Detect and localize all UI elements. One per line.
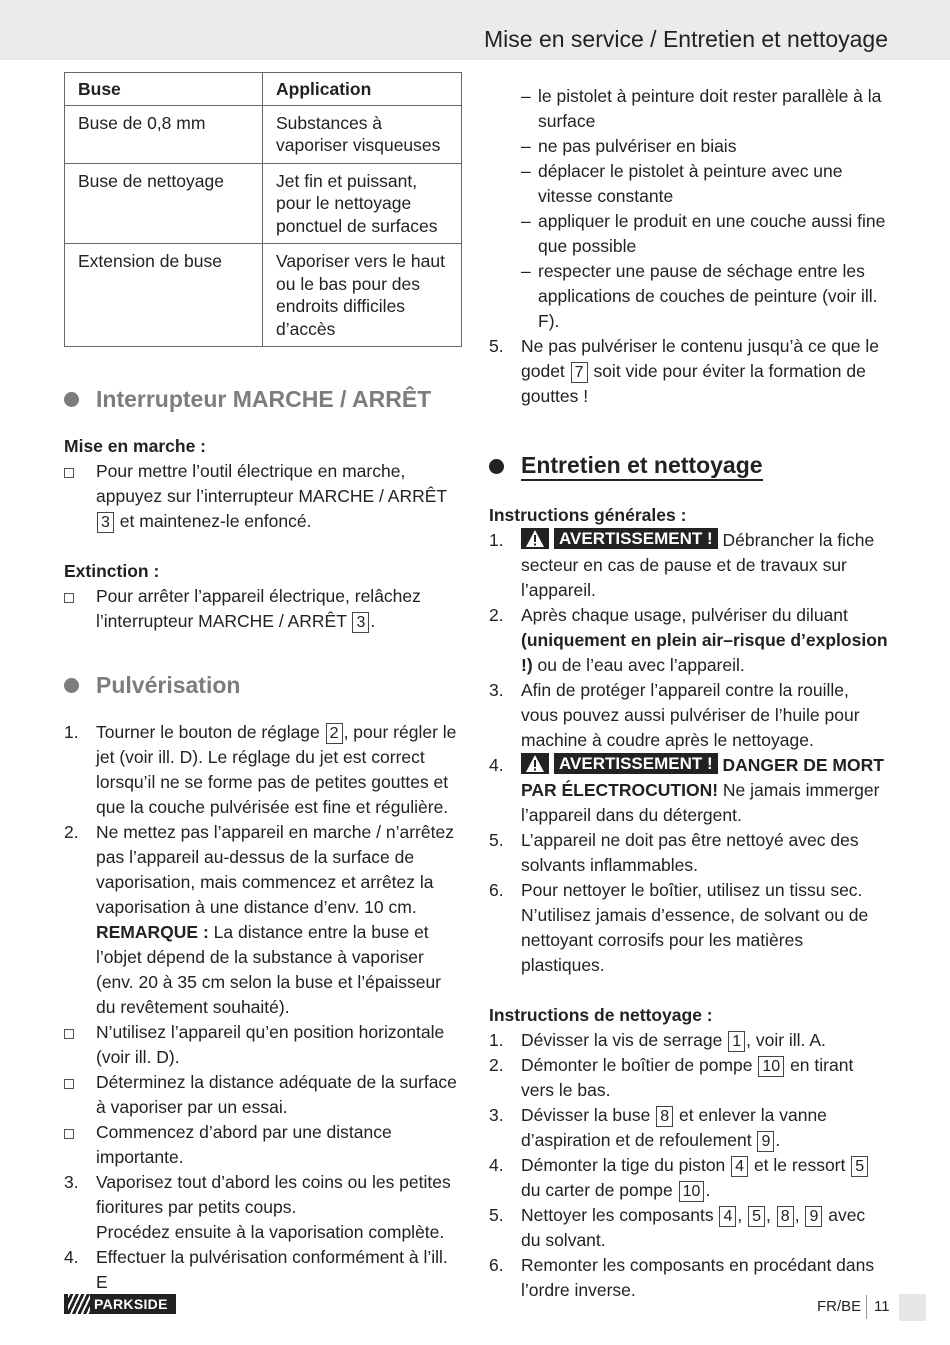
- list-item: 5. Ne pas pulvériser le contenu jusqu’à ce que le godet 7 soit vide pour éviter la formation de gouttes !: [489, 336, 879, 406]
- warning-triangle-icon: [521, 753, 549, 774]
- reference-number: 5: [851, 1156, 868, 1177]
- table-header-row: [65, 73, 462, 106]
- list-item: 3. Afin de protéger l’appareil contre la rouille, vous pouvez aussi pulvériser de l’huile pour machine à coudre après le nettoyage.: [489, 680, 860, 750]
- table-row: [65, 244, 462, 347]
- left-column: [64, 72, 462, 1295]
- square-bullet-icon: [64, 593, 74, 603]
- bullet-dot-icon: [489, 459, 504, 474]
- table-row: [65, 163, 462, 244]
- square-bullet-icon: [64, 1129, 74, 1139]
- warning-badge: AVERTISSEMENT !: [521, 753, 718, 774]
- list-item: 4. Démonter la tige du piston 4 et le ressort 5 du carter de pompe 10 .: [489, 1153, 889, 1203]
- table-cell: Vaporiser vers le haut ou le bas pour des endroits difficiles d’accès: [263, 244, 462, 347]
- list-item: Déterminez la distance adéquate de la surface à vaporiser par un essai.: [64, 1070, 462, 1120]
- table-cell: Substances à vaporiser visqueuses: [263, 105, 462, 163]
- square-bullet-icon: [64, 468, 74, 478]
- list-item: 2. Démonter le boîtier de pompe 10 en tirant vers le bas.: [489, 1055, 854, 1100]
- reference-number: 4: [731, 1156, 748, 1177]
- section-title-text: Entretien et nettoyage: [521, 452, 763, 481]
- table-cell: Extension de buse: [65, 244, 263, 347]
- list-item: 3. Dévisser la buse 8 et enlever la vanne d’aspiration et de refoulement 9 .: [489, 1105, 827, 1150]
- table-cell: Buse de nettoyage: [65, 163, 263, 244]
- subheading-general: Instructions générales :: [489, 505, 687, 525]
- list-item: 1. Tourner le bouton de réglage 2 , pour régler le jet (voir ill. D). Le réglage du jet est correct lorsqu’il ne se forme pas de petites gouttes et que la couche pulvérisée est fine et régulière.: [64, 722, 457, 817]
- list-item: 3. Vaporisez tout d’abord les coins ou les petites fioritures par petits coups. Procédez ensuite à la vaporisation complète.: [64, 1172, 451, 1242]
- section-title-text: Interrupteur MARCHE / ARRÊT: [96, 386, 432, 412]
- list-item: 1. Dévisser la vis de serrage 1 , voir ill. A.: [489, 1030, 826, 1050]
- page-title: Mise en service / Entretien et nettoyage: [484, 26, 888, 52]
- language-code: FR/BE: [817, 1298, 862, 1315]
- nozzle-table: [64, 72, 462, 347]
- list-item: 5. Nettoyer les composants 4 , 5 , 8 , 9 avec du solvant.: [489, 1205, 866, 1250]
- list-item: 2. Après chaque usage, pulvériser du diluant (uniquement en plein air–risque d’explosion !) ou de l’eau avec l’appareil.: [489, 605, 888, 675]
- brand-logo: PARKSIDE: [64, 1294, 176, 1314]
- list-item: – appliquer le produit en une couche aussi fine que possible: [521, 211, 886, 256]
- table-header-cell: Application: [263, 73, 462, 106]
- list-item: Pour arrêter l’appareil électrique, relâchez l’interrupteur MARCHE / ARRÊT 3 .: [64, 584, 462, 634]
- list-item: 5. L’appareil ne doit pas être nettoyé avec des solvants inflammables.: [489, 830, 859, 875]
- table-header-cell: Buse: [65, 73, 263, 106]
- reference-number: 7: [571, 362, 588, 383]
- reference-number: 10: [679, 1181, 705, 1202]
- list-item: 4. AVERTISSEMENT ! DANGER DE MORT PAR ÉLECTROCUTION! Ne jamais immerger l’appareil dans du détergent.: [489, 754, 884, 825]
- list-item: 2. Ne mettez pas l’appareil en marche / n’arrêtez pas l’appareil au-dessus de la surface de vaporisation, mais commencez et arrêtez la vaporisation à une distance d’env. 10 cm. REMARQUE : La distance entre la buse et l’objet dépend de la substance à vaporiser (env. 20 à 35 cm selon la buse et l’épaisseur du revêtement souhaité).: [64, 822, 454, 1017]
- list-item: Pour mettre l’outil électrique en marche, appuyez sur l’interrupteur MARCHE / ARRÊT 3 et maintenez-le enfoncé.: [64, 459, 462, 534]
- page-tab-marker: [899, 1294, 926, 1321]
- table-cell: Jet fin et puissant, pour le nettoyage ponctuel de surfaces: [263, 163, 462, 244]
- section-title-text: Pulvérisation: [96, 672, 241, 698]
- list-item: 6. Remonter les composants en procédant dans l’ordre inverse.: [489, 1255, 875, 1300]
- list-item: 1. AVERTISSEMENT ! Débrancher la fiche secteur en cas de pause et de travaux sur l’appareil.: [489, 529, 875, 600]
- section-title-spray: [64, 670, 462, 700]
- list-item: Commencez d’abord par une distance importante.: [64, 1120, 462, 1170]
- logo-stripes-icon: [68, 1294, 90, 1314]
- reference-number: 9: [805, 1206, 822, 1227]
- bullet-dot-icon: [64, 392, 79, 407]
- list-item: – déplacer le pistolet à peinture avec une vitesse constante: [521, 161, 843, 206]
- section-title-switch: [64, 384, 462, 414]
- footer-divider: [866, 1295, 867, 1319]
- right-column: [489, 84, 889, 1303]
- bullet-dot-icon: [64, 678, 79, 693]
- table-row: [65, 105, 462, 163]
- subheading-on: Mise en marche :: [64, 436, 206, 456]
- reference-number: 8: [656, 1106, 673, 1127]
- square-bullet-icon: [64, 1079, 74, 1089]
- page-number: 11: [874, 1298, 890, 1315]
- reference-number: 5: [748, 1206, 765, 1227]
- section-title-maintenance: [489, 452, 889, 481]
- list-item: 4. Effectuer la pulvérisation conformément à l’ill. E: [64, 1247, 448, 1292]
- reference-number: 1: [728, 1031, 745, 1052]
- reference-number: 2: [326, 723, 343, 744]
- list-item: N’utilisez l’appareil qu’en position horizontale (voir ill. D).: [64, 1020, 462, 1070]
- reference-number: 4: [719, 1206, 736, 1227]
- list-item: 6. Pour nettoyer le boîtier, utilisez un tissu sec. N’utilisez jamais d’essence, de solvant ou de nettoyant corrosifs pour les matières plastiques.: [489, 880, 869, 975]
- table-cell: Buse de 0,8 mm: [65, 105, 263, 163]
- subheading-off: Extinction :: [64, 561, 160, 581]
- reference-number: 9: [757, 1131, 774, 1152]
- list-item: – respecter une pause de séchage entre les applications de couches de peinture (voir ill. F).: [521, 261, 878, 331]
- list-item: – ne pas pulvériser en biais: [521, 136, 737, 156]
- reference-number: 8: [777, 1206, 794, 1227]
- list-item: – le pistolet à peinture doit rester parallèle à la surface: [521, 86, 882, 131]
- square-bullet-icon: [64, 1029, 74, 1039]
- reference-number: 3: [97, 512, 114, 533]
- reference-number: 10: [758, 1056, 784, 1077]
- warning-triangle-icon: [521, 528, 549, 549]
- warning-badge: AVERTISSEMENT !: [521, 528, 718, 549]
- subheading-cleaning: Instructions de nettoyage :: [489, 1005, 713, 1025]
- reference-number: 3: [352, 612, 369, 633]
